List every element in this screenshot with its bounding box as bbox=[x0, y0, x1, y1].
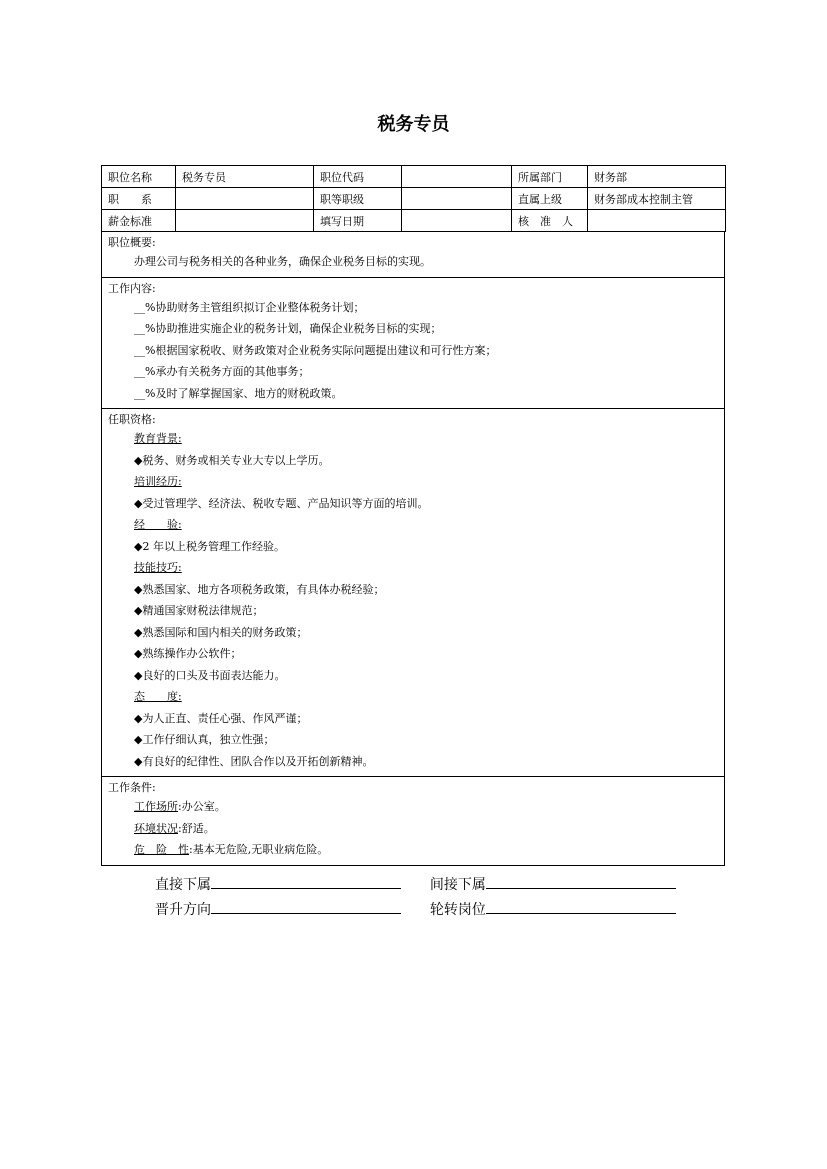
rotation-post-field[interactable] bbox=[486, 899, 676, 914]
duties-section bbox=[101, 278, 725, 410]
header-value-cell[interactable]: 财务部 bbox=[588, 166, 726, 188]
header-label-cell: 职位代码 bbox=[314, 166, 402, 188]
summary-title: 职位概要: bbox=[108, 236, 156, 249]
header-label-cell: 职等职级 bbox=[314, 188, 402, 210]
footer-row-subordinates bbox=[155, 874, 676, 894]
duty-item: __%根据国家税收、财务政策对企业税务实际问题提出建议和可行性方案； bbox=[134, 343, 497, 357]
condition-label: 环境状况 bbox=[134, 821, 178, 835]
rotation-post-label: 轮转岗位 bbox=[429, 902, 486, 918]
conditions-list bbox=[108, 796, 718, 861]
promotion-path-field[interactable] bbox=[211, 899, 401, 914]
qualification-item: ◆熟悉国际和国内相关的财务政策； bbox=[134, 625, 308, 639]
promotion-path-label: 晋升方向 bbox=[155, 902, 211, 918]
header-label-cell: 职 系 bbox=[102, 188, 176, 210]
direct-subordinate-field[interactable] bbox=[211, 874, 401, 889]
condition-item bbox=[108, 839, 718, 861]
header-table bbox=[101, 165, 726, 232]
condition-item bbox=[108, 796, 718, 818]
header-row bbox=[102, 188, 726, 210]
condition-label: 工作场所 bbox=[134, 800, 178, 813]
qualifications-title: 任职资格: bbox=[108, 413, 156, 426]
header-value-cell[interactable] bbox=[176, 210, 314, 232]
condition-value: :办公室。 bbox=[178, 800, 226, 813]
qualification-heading: 培训经历: bbox=[134, 475, 182, 488]
qualifications-list bbox=[108, 428, 718, 772]
header-value-cell[interactable] bbox=[402, 210, 512, 232]
conditions-section bbox=[101, 777, 725, 866]
header-value-cell[interactable] bbox=[402, 166, 512, 188]
summary-text: 办理公司与税务相关的各种业务，确保企业税务目标的实现。 bbox=[134, 255, 431, 268]
condition-value: :基本无危险,无职业病危险。 bbox=[189, 843, 329, 856]
qualification-item: ◆2 年以上税务管理工作经验。 bbox=[134, 539, 285, 553]
qualification-item: ◆税务、财务或相关专业大专以上学历。 bbox=[134, 453, 330, 467]
header-value-cell[interactable]: 财务部成本控制主管 bbox=[588, 188, 726, 210]
header-label-cell: 所属部门 bbox=[512, 166, 588, 188]
qualification-item: ◆熟练操作办公软件； bbox=[134, 647, 242, 660]
header-label-cell: 核 准 人 bbox=[512, 210, 588, 232]
header-label-cell: 薪金标准 bbox=[102, 210, 176, 232]
qualification-heading: 技能技巧: bbox=[134, 561, 182, 574]
conditions-title: 工作条件: bbox=[108, 781, 156, 794]
page-title: 税务专员 bbox=[377, 114, 450, 135]
header-label-cell: 职位名称 bbox=[102, 166, 176, 188]
header-row bbox=[102, 166, 726, 188]
header-value-cell[interactable] bbox=[176, 188, 314, 210]
qualification-item: ◆熟悉国家、地方各项税务政策，有具体办税经验； bbox=[134, 582, 385, 596]
indirect-subordinate-field[interactable] bbox=[486, 874, 676, 889]
duties-list bbox=[108, 297, 718, 405]
condition-value: :舒适。 bbox=[178, 821, 215, 835]
header-label-cell: 填写日期 bbox=[314, 210, 402, 232]
qualification-item: ◆有良好的纪律性、团队合作以及开拓创新精神。 bbox=[134, 754, 374, 768]
qualification-heading: 态 度: bbox=[134, 690, 182, 703]
job-description-form bbox=[101, 165, 725, 866]
header-value-cell[interactable]: 税务专员 bbox=[176, 166, 314, 188]
header-value-cell[interactable] bbox=[402, 188, 512, 210]
header-row bbox=[102, 210, 726, 232]
summary-section bbox=[101, 232, 725, 278]
duty-item: __%协助财务主管组织拟订企业整体税务计划； bbox=[134, 300, 365, 314]
qualification-item: ◆受过管理学、经济法、税收专题、产品知识等方面的培训。 bbox=[134, 496, 429, 510]
qualification-heading: 经 验: bbox=[134, 518, 182, 531]
qualification-item: ◆良好的口头及书面表达能力。 bbox=[134, 668, 286, 682]
direct-subordinate-label: 直接下属 bbox=[155, 877, 211, 893]
qualifications-section bbox=[101, 409, 725, 777]
condition-label: 危 险 性 bbox=[134, 843, 189, 856]
duty-item: __%及时了解掌握国家、地方的财税政策。 bbox=[134, 386, 343, 400]
qualification-item: ◆精通国家财税法律规范； bbox=[134, 604, 264, 617]
header-label-cell: 直属上级 bbox=[512, 188, 588, 210]
indirect-subordinate-label: 间接下属 bbox=[429, 877, 486, 893]
qualification-item: ◆为人正直、责任心强、作风严谨； bbox=[134, 711, 308, 725]
footer-row-career bbox=[155, 899, 676, 919]
qualification-heading: 教育背景: bbox=[134, 432, 182, 445]
duty-item: __%协助推进实施企业的税务计划，确保企业税务目标的实现； bbox=[134, 322, 442, 335]
qualification-item: ◆工作仔细认真，独立性强； bbox=[134, 733, 275, 746]
duty-item: __%承办有关税务方面的其他事务； bbox=[134, 365, 310, 378]
header-value-cell[interactable] bbox=[588, 210, 726, 232]
condition-item bbox=[108, 818, 718, 840]
duties-title: 工作内容: bbox=[108, 281, 156, 295]
